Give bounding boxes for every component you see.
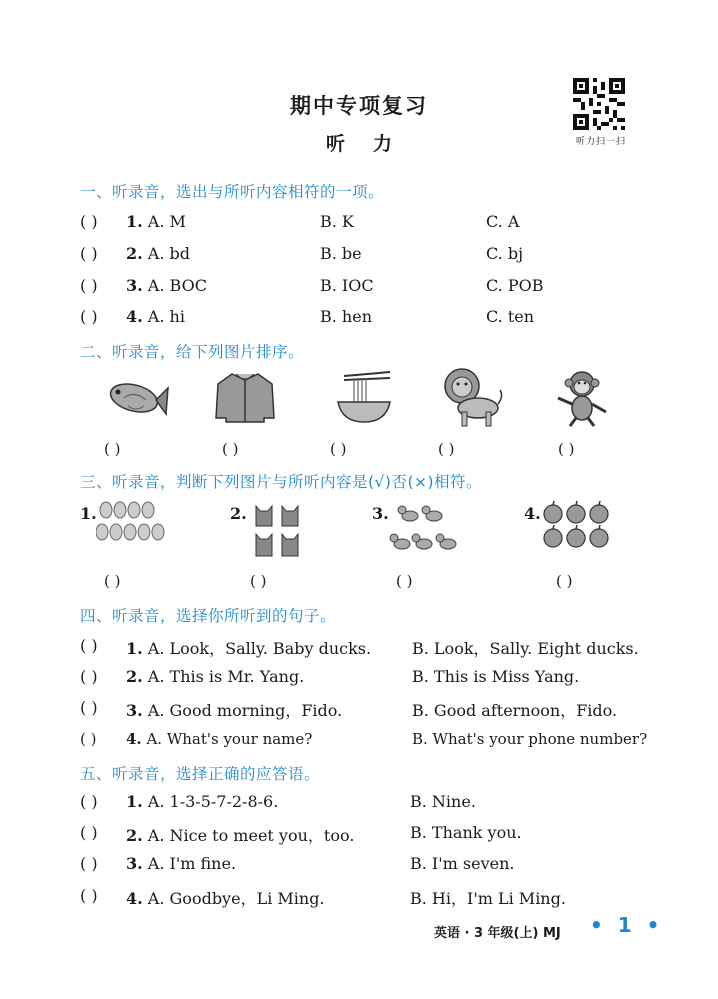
noodles-icon bbox=[334, 370, 394, 426]
option-a: A. Nice to meet you，too. bbox=[147, 826, 355, 845]
answer-blank[interactable]: ( ) bbox=[80, 307, 98, 326]
answer-blank[interactable]: ( ) bbox=[80, 276, 98, 295]
eggs-icon bbox=[96, 498, 166, 544]
apples-icon bbox=[542, 500, 612, 552]
option-b: B. What's your phone number? bbox=[412, 730, 648, 748]
option-a: A. Goodbye，Li Ming. bbox=[147, 889, 325, 908]
option-c: C. POB bbox=[486, 276, 544, 295]
question-number: 3. bbox=[372, 504, 389, 523]
option-b: B. Look，Sally. Eight ducks. bbox=[412, 639, 639, 658]
qr-code-icon[interactable] bbox=[573, 78, 625, 130]
option-a: A. Look，Sally. Baby ducks. bbox=[147, 639, 372, 658]
s4-question-2 bbox=[80, 667, 670, 689]
fish-icon bbox=[104, 370, 170, 426]
section-3-heading: 三、听录音，判断下列图片与所听内容是(√)否(×)相符。 bbox=[80, 473, 483, 491]
jacket-icon bbox=[212, 370, 278, 426]
answer-blank[interactable]: ( ) bbox=[80, 698, 98, 717]
s5-question-1 bbox=[80, 792, 670, 814]
s4-question-3 bbox=[80, 698, 670, 720]
question-number: 1. bbox=[126, 639, 143, 658]
option-b: B. hen bbox=[320, 307, 373, 326]
answer-blank[interactable]: ( ) bbox=[80, 823, 98, 842]
option-c: C. A bbox=[486, 212, 520, 231]
monkey-icon bbox=[552, 368, 612, 428]
option-a: A. Good morning，Fido. bbox=[147, 701, 343, 720]
page-title: 期中专项复习 bbox=[290, 94, 428, 118]
s4-question-1 bbox=[80, 636, 670, 658]
option-b: B. Good afternoon，Fido. bbox=[412, 701, 618, 720]
option-a: A. This is Mr. Yang. bbox=[147, 667, 305, 686]
question-number: 4. bbox=[524, 504, 541, 523]
question-number: 1. bbox=[126, 792, 143, 811]
question-number: 4. bbox=[126, 730, 142, 748]
section-5-heading: 五、听录音，选择正确的应答语。 bbox=[80, 765, 321, 783]
option-a: A. I'm fine. bbox=[147, 854, 237, 873]
answer-blank[interactable]: ( ) bbox=[104, 440, 121, 458]
option-a: A. M bbox=[147, 212, 186, 231]
answer-blank[interactable]: ( ) bbox=[80, 792, 98, 811]
option-b: B. I'm seven. bbox=[410, 854, 515, 873]
lion-icon bbox=[438, 366, 504, 428]
option-a: A. bd bbox=[147, 244, 191, 263]
s5-question-2 bbox=[80, 823, 670, 845]
cats-icon bbox=[252, 502, 306, 560]
answer-blank[interactable]: ( ) bbox=[80, 730, 97, 748]
page-subtitle: 听力 bbox=[325, 133, 420, 155]
answer-blank[interactable]: ( ) bbox=[558, 440, 575, 458]
section-1-heading: 一、听录音，选出与所听内容相符的一项。 bbox=[80, 183, 385, 201]
question-number: 1. bbox=[126, 212, 143, 231]
option-a: A. 1-3-5-7-2-8-6. bbox=[147, 792, 279, 811]
question-number: 4. bbox=[126, 307, 143, 326]
page-number: • 1 • bbox=[590, 913, 664, 937]
question-number: 2. bbox=[126, 244, 143, 263]
question-number: 3. bbox=[126, 701, 143, 720]
question-number: 3. bbox=[126, 854, 143, 873]
answer-blank[interactable]: ( ) bbox=[80, 886, 98, 905]
question-number: 4. bbox=[126, 889, 143, 908]
answer-blank[interactable]: ( ) bbox=[80, 667, 98, 686]
footer-subject: 英语 · 3 年级(上) MJ bbox=[434, 926, 561, 941]
s1-question-1 bbox=[80, 212, 670, 234]
answer-blank[interactable]: ( ) bbox=[80, 244, 98, 263]
question-number: 2. bbox=[230, 504, 247, 523]
answer-blank[interactable]: ( ) bbox=[80, 212, 98, 231]
option-b: B. K bbox=[320, 212, 354, 231]
qr-caption: 听力扫一扫 bbox=[575, 137, 626, 147]
dogs-icon bbox=[388, 500, 460, 556]
answer-blank[interactable]: ( ) bbox=[80, 854, 98, 873]
answer-blank[interactable]: ( ) bbox=[556, 572, 573, 590]
option-a: A. hi bbox=[147, 307, 185, 326]
question-number: 3. bbox=[126, 276, 143, 295]
s1-question-2 bbox=[80, 244, 670, 266]
option-b: B. be bbox=[320, 244, 362, 263]
answer-blank[interactable]: ( ) bbox=[330, 440, 347, 458]
section-4-heading: 四、听录音，选择你所听到的句子。 bbox=[80, 607, 337, 625]
answer-blank[interactable]: ( ) bbox=[222, 440, 239, 458]
answer-blank[interactable]: ( ) bbox=[438, 440, 455, 458]
answer-blank[interactable]: ( ) bbox=[250, 572, 267, 590]
question-number: 1. bbox=[80, 504, 97, 523]
question-number: 2. bbox=[126, 667, 143, 686]
option-c: C. bj bbox=[486, 244, 524, 263]
option-b: B. Nine. bbox=[410, 792, 476, 811]
option-a: A. BOC bbox=[147, 276, 207, 295]
option-c: C. ten bbox=[486, 307, 535, 326]
option-b: B. Thank you. bbox=[410, 823, 522, 842]
s1-question-4 bbox=[80, 307, 670, 329]
s4-question-4 bbox=[80, 730, 670, 752]
answer-blank[interactable]: ( ) bbox=[104, 572, 121, 590]
option-a: A. What's your name? bbox=[146, 730, 313, 748]
s1-question-3 bbox=[80, 276, 670, 298]
option-b: B. This is Miss Yang. bbox=[412, 667, 580, 686]
answer-blank[interactable]: ( ) bbox=[396, 572, 413, 590]
s5-question-3 bbox=[80, 854, 670, 876]
option-b: B. Hi，I'm Li Ming. bbox=[410, 889, 566, 908]
question-number: 2. bbox=[126, 826, 143, 845]
s5-question-4 bbox=[80, 886, 670, 908]
answer-blank[interactable]: ( ) bbox=[80, 636, 98, 655]
section-2-heading: 二、听录音，给下列图片排序。 bbox=[80, 343, 305, 361]
option-b: B. IOC bbox=[320, 276, 374, 295]
